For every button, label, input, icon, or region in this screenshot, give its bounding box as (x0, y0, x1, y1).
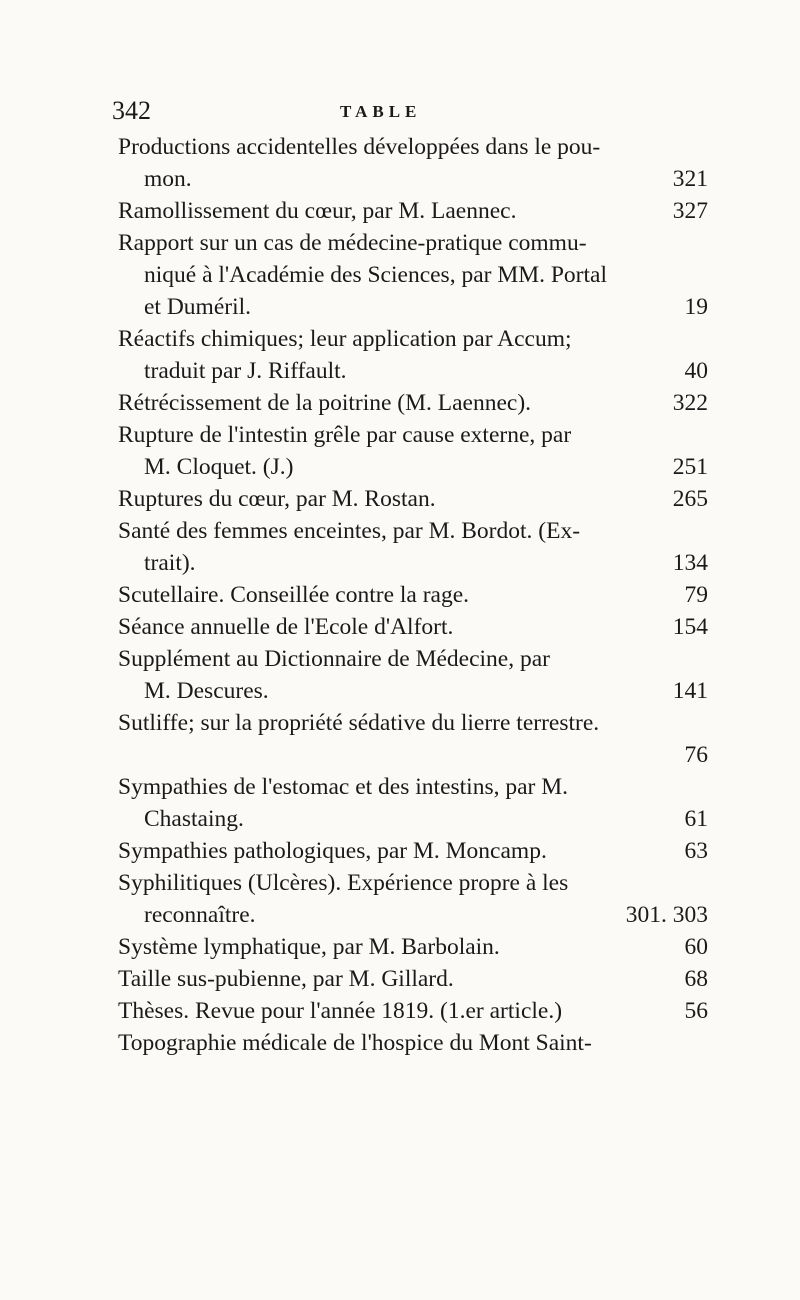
entry-text: M. Cloquet. (J.) (144, 454, 294, 480)
entry-page-number: 265 (672, 486, 708, 512)
index-entry (118, 131, 708, 195)
entry-page-number: 154 (672, 614, 708, 640)
entry-text: Syphilitiques (Ulcères). Expérience propre à les (118, 870, 569, 896)
entry-text: Ruptures du cœur, par M. Rostan. (118, 486, 436, 512)
entry-page-number: 321 (672, 166, 708, 192)
index-entry (118, 483, 708, 515)
entry-text: reconnaître. (144, 902, 256, 928)
entry-text: Scutellaire. Conseillée contre la rage. (118, 582, 470, 608)
index-entry (118, 931, 708, 963)
page-header (112, 96, 712, 126)
entry-text: M. Descures. (144, 678, 269, 704)
entry-text: Sutliffe; sur la propriété sédative du lierre terrestre. (118, 710, 600, 736)
index-entry (118, 1027, 708, 1059)
index-entry (118, 579, 708, 611)
index-entry (118, 323, 708, 387)
entry-text: trait). (144, 550, 196, 576)
index-entry (118, 963, 708, 995)
entry-text: Santé des femmes enceintes, par M. Bordot. (Ex- (118, 518, 581, 544)
index-entry (118, 643, 708, 707)
entry-text: Sympathies pathologiques, par M. Moncamp. (118, 838, 547, 864)
entry-text: mon. (144, 166, 192, 192)
index-entry (118, 771, 708, 835)
entry-text: Taille sus-pubienne, par M. Gillard. (118, 966, 454, 992)
entry-page-number: 61 (684, 806, 708, 832)
entry-page-number: 134 (672, 550, 708, 576)
entry-text: Rupture de l'intestin grêle par cause externe, par (118, 422, 572, 448)
index-entry (118, 611, 708, 643)
entry-text: Séance annuelle de l'Ecole d'Alfort. (118, 614, 454, 640)
index-entry (118, 227, 708, 323)
entry-text: Système lymphatique, par M. Barbolain. (118, 934, 500, 960)
index-entry (118, 867, 708, 931)
entry-page-number: 40 (684, 358, 708, 384)
entry-page-number: 251 (672, 454, 708, 480)
entry-text: Sympathies de l'estomac et des intestins, par M. (118, 774, 568, 800)
index-entry (118, 515, 708, 579)
entry-text: Ramollissement du cœur, par M. Laennec. (118, 198, 517, 224)
entry-text: Thèses. Revue pour l'année 1819. (1.er article.) (118, 998, 563, 1024)
entry-text: Réactifs chimiques; leur application par Accum; (118, 326, 572, 352)
entry-page-number: 327 (672, 198, 708, 224)
entry-text: Chastaing. (144, 806, 244, 832)
entry-page-number: 322 (672, 390, 708, 416)
index-entry (118, 195, 708, 227)
entry-text: Rapport sur un cas de médecine-pratique commu- (118, 230, 587, 256)
entry-page-number: 68 (684, 966, 708, 992)
entry-text: Topographie médicale de l'hospice du Mont Saint- (118, 1030, 592, 1056)
entry-page-number: 79 (684, 582, 708, 608)
index-entries (118, 131, 708, 1059)
running-title: TABLE (340, 102, 422, 121)
entry-text: niqué à l'Académie des Sciences, par MM. Portal (144, 262, 608, 288)
entry-page-number: 63 (684, 838, 708, 864)
index-entry (118, 387, 708, 419)
entry-text: Rétrécissement de la poitrine (M. Laennec). (118, 390, 532, 416)
entry-page-number: 141 (672, 678, 708, 704)
index-entry (118, 419, 708, 483)
entry-text: et Duméril. (144, 294, 252, 320)
entry-page-number: 301. 303 (625, 902, 708, 928)
index-entry (118, 835, 708, 867)
entry-text: traduit par J. Riffault. (144, 358, 347, 384)
entry-text: Productions accidentelles développées dans le pou- (118, 134, 601, 160)
entry-page-number: 56 (684, 998, 708, 1024)
index-entry (118, 707, 708, 771)
index-entry (118, 995, 708, 1027)
entry-page-number: 76 (684, 742, 708, 768)
entry-page-number: 19 (684, 294, 708, 320)
page-number: 342 (112, 96, 151, 125)
entry-text: Supplément au Dictionnaire de Médecine, par (118, 646, 550, 672)
entry-page-number: 60 (684, 934, 708, 960)
